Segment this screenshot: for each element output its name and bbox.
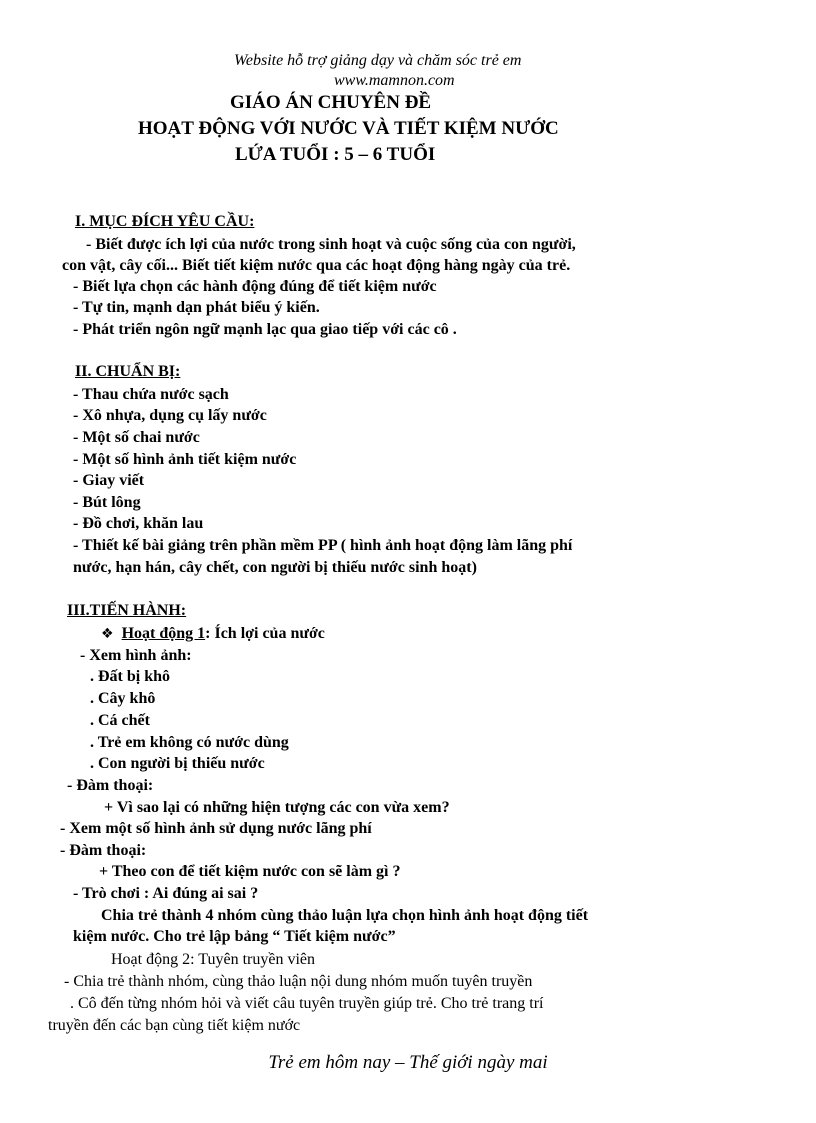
- section3-line: . Cây khô: [90, 690, 156, 707]
- section3-line: Chia trẻ thành 4 nhóm cùng thảo luận lựa chọn hình ảnh hoạt động tiết: [101, 907, 589, 924]
- section2-line: - Đồ chơi, khăn lau: [73, 515, 204, 532]
- activity1-label: Hoạt động 1: [121, 625, 206, 642]
- section2-heading: II. CHUẨN BỊ:: [75, 363, 181, 380]
- section1-line: - Biết lựa chọn các hành động đúng để tiết kiệm nước: [73, 278, 437, 295]
- section1-heading: I. MỤC ĐÍCH YÊU CẦU:: [75, 213, 255, 230]
- section2-line: - Thiết kế bài giảng trên phần mềm PP ( hình ảnh hoạt động làm lãng phí: [73, 537, 573, 554]
- section2-line: - Một số chai nước: [73, 429, 200, 446]
- doc-title-line2: HOẠT ĐỘNG VỚI NƯỚC VÀ TIẾT KIỆM NƯỚC: [138, 118, 559, 139]
- activity1-heading: [101, 624, 325, 644]
- doc-title-line3: LỨA TUỔI : 5 – 6 TUỔI: [235, 144, 436, 165]
- section3-line: - Đàm thoại:: [60, 842, 147, 859]
- section3-line: . Đất bị khô: [90, 668, 171, 685]
- section1-line: con vật, cây cối... Biết tiết kiệm nước qua các hoạt động hàng ngày của trẻ.: [62, 257, 571, 274]
- section3-heading: III.TIẾN HÀNH:: [67, 602, 187, 619]
- activity2-line: truyền đến các bạn cùng tiết kiệm nước: [48, 1017, 301, 1034]
- section1-line: - Biết được ích lợi của nước trong sinh hoạt và cuộc sống của con người,: [86, 236, 576, 253]
- section3-line: - Đàm thoại:: [67, 777, 154, 794]
- activity2-line: - Chia trẻ thành nhóm, cùng thảo luận nội dung nhóm muốn tuyên truyền: [64, 973, 533, 990]
- section3-line: + Vì sao lại có những hiện tượng các con vừa xem?: [104, 799, 450, 816]
- section3-line: kiệm nước. Cho trẻ lập bảng “ Tiết kiệm nước”: [73, 928, 396, 945]
- section3-line: . Cá chết: [90, 712, 150, 729]
- diamond-bullet-icon: ❖: [101, 626, 114, 642]
- section2-line: - Thau chứa nước sạch: [73, 386, 229, 403]
- section3-line: . Con người bị thiếu nước: [90, 755, 265, 772]
- activity1-title: : Ích lợi của nước: [205, 625, 325, 642]
- activity2-heading: Hoạt động 2: Tuyên truyền viên: [111, 951, 315, 968]
- section3-line: - Trò chơi : Ai đúng ai sai ?: [73, 885, 259, 902]
- section2-line: - Xô nhựa, dụng cụ lấy nước: [73, 407, 267, 424]
- section3-line: - Xem hình ảnh:: [80, 647, 192, 664]
- site-header-line2: www.mamnon.com: [334, 72, 455, 89]
- section3-line: - Xem một số hình ảnh sử dụng nước lãng phí: [60, 820, 372, 837]
- section3-line: . Trẻ em không có nước dùng: [90, 734, 289, 751]
- doc-title-line1: GIÁO ÁN CHUYÊN ĐỀ: [230, 92, 432, 113]
- section2-line: - Giay viết: [73, 472, 145, 489]
- section2-line: - Một số hình ảnh tiết kiệm nước: [73, 451, 297, 468]
- site-header-line1: Website hỗ trợ giảng dạy và chăm sóc trẻ em: [234, 52, 522, 69]
- section1-line: - Tự tin, mạnh dạn phát biểu ý kiến.: [73, 299, 320, 316]
- section3-line: + Theo con để tiết kiệm nước con sẽ làm gì ?: [99, 863, 401, 880]
- section2-line: - Bút lông: [73, 494, 141, 511]
- section2-line: nước, hạn hán, cây chết, con người bị thiếu nước sinh hoạt): [73, 559, 477, 576]
- page-footer: Trẻ em hôm nay – Thế giới ngày mai: [268, 1052, 548, 1073]
- activity2-line: . Cô đến từng nhóm hỏi và viết câu tuyên truyền giúp trẻ. Cho trẻ trang trí: [70, 995, 544, 1012]
- section1-line: - Phát triển ngôn ngữ mạnh lạc qua giao tiếp với các cô .: [73, 321, 457, 338]
